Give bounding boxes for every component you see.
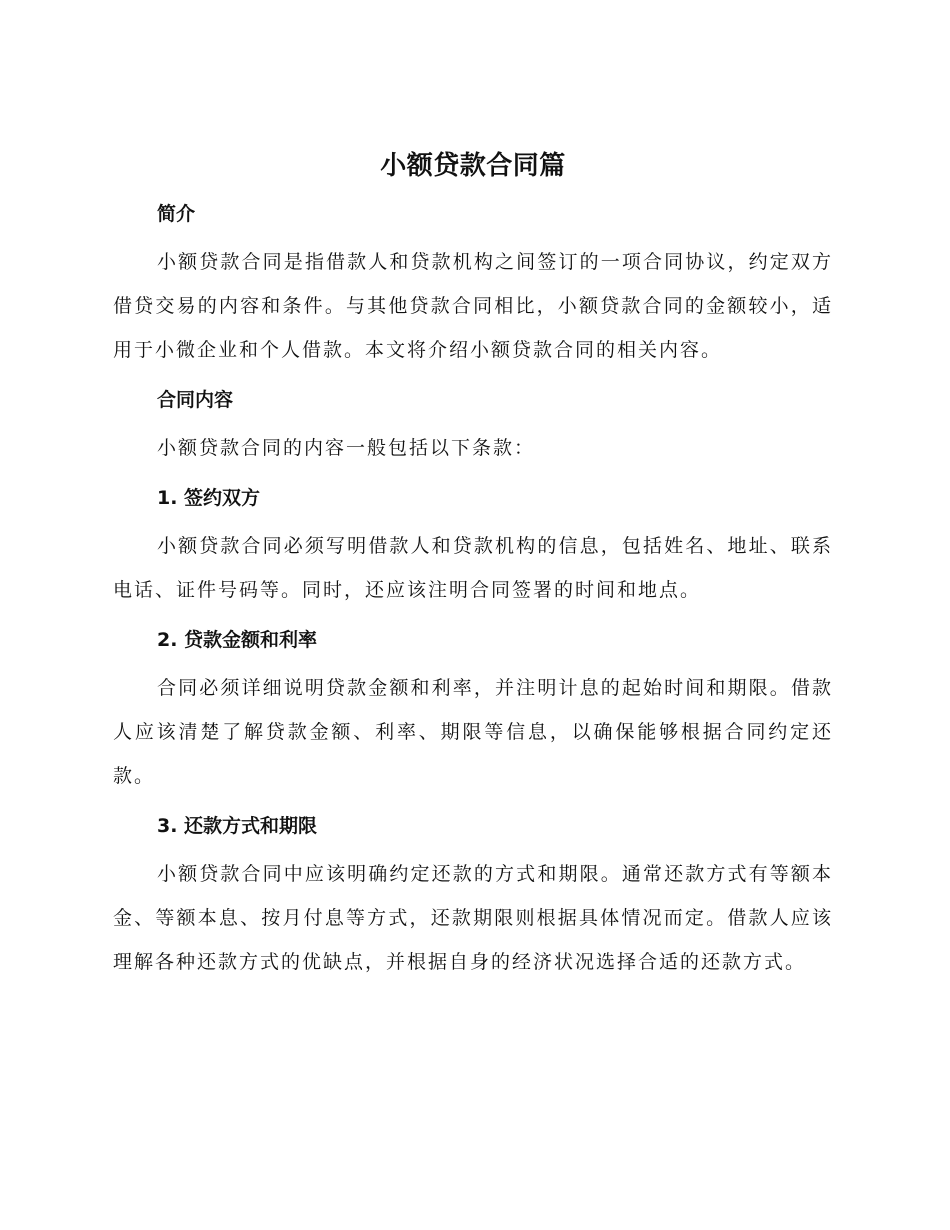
section-paragraph: 小额贷款合同是指借款人和贷款机构之间签订的一项合同协议，约定双方借贷交易的内容和条件。与其他贷款合同相比，小额贷款合同的金额较小，适用于小微企业和个人借款。本文将介绍小额贷款合同的相关内容。: [113, 251, 833, 361]
section-paragraph: 小额贷款合同中应该明确约定还款的方式和期限。通常还款方式有等额本金、等额本息、按月付息等方式，还款期限则根据具体情况而定。借款人应该理解各种还款方式的优缺点，并根据自身的经济状况选择合适的还款方式。: [113, 863, 833, 973]
section-contract-content: [113, 378, 833, 470]
section-heading: 2. 贷款金额和利率: [157, 629, 318, 651]
section-heading: 合同内容: [157, 389, 234, 411]
section-intro: [113, 192, 833, 372]
section-paragraph: 小额贷款合同的内容一般包括以下条款：: [157, 437, 536, 459]
section-heading: 3. 还款方式和期限: [157, 815, 318, 837]
section-loan-amount-rate: [113, 618, 833, 798]
section-repayment: [113, 804, 833, 984]
section-heading: 1. 签约双方: [157, 487, 261, 509]
section-heading: 简介: [157, 203, 196, 225]
document-body: [113, 144, 833, 984]
section-paragraph: 小额贷款合同必须写明借款人和贷款机构的信息，包括姓名、地址、联系电话、证件号码等。同时，还应该注明合同签署的时间和地点。: [113, 535, 833, 601]
document-title: 小额贷款合同篇: [380, 151, 566, 181]
section-signing-parties: [113, 476, 833, 612]
section-paragraph: 合同必须详细说明贷款金额和利率，并注明计息的起始时间和期限。借款人应该清楚了解贷款金额、利率、期限等信息，以确保能够根据合同约定还款。: [113, 677, 833, 787]
